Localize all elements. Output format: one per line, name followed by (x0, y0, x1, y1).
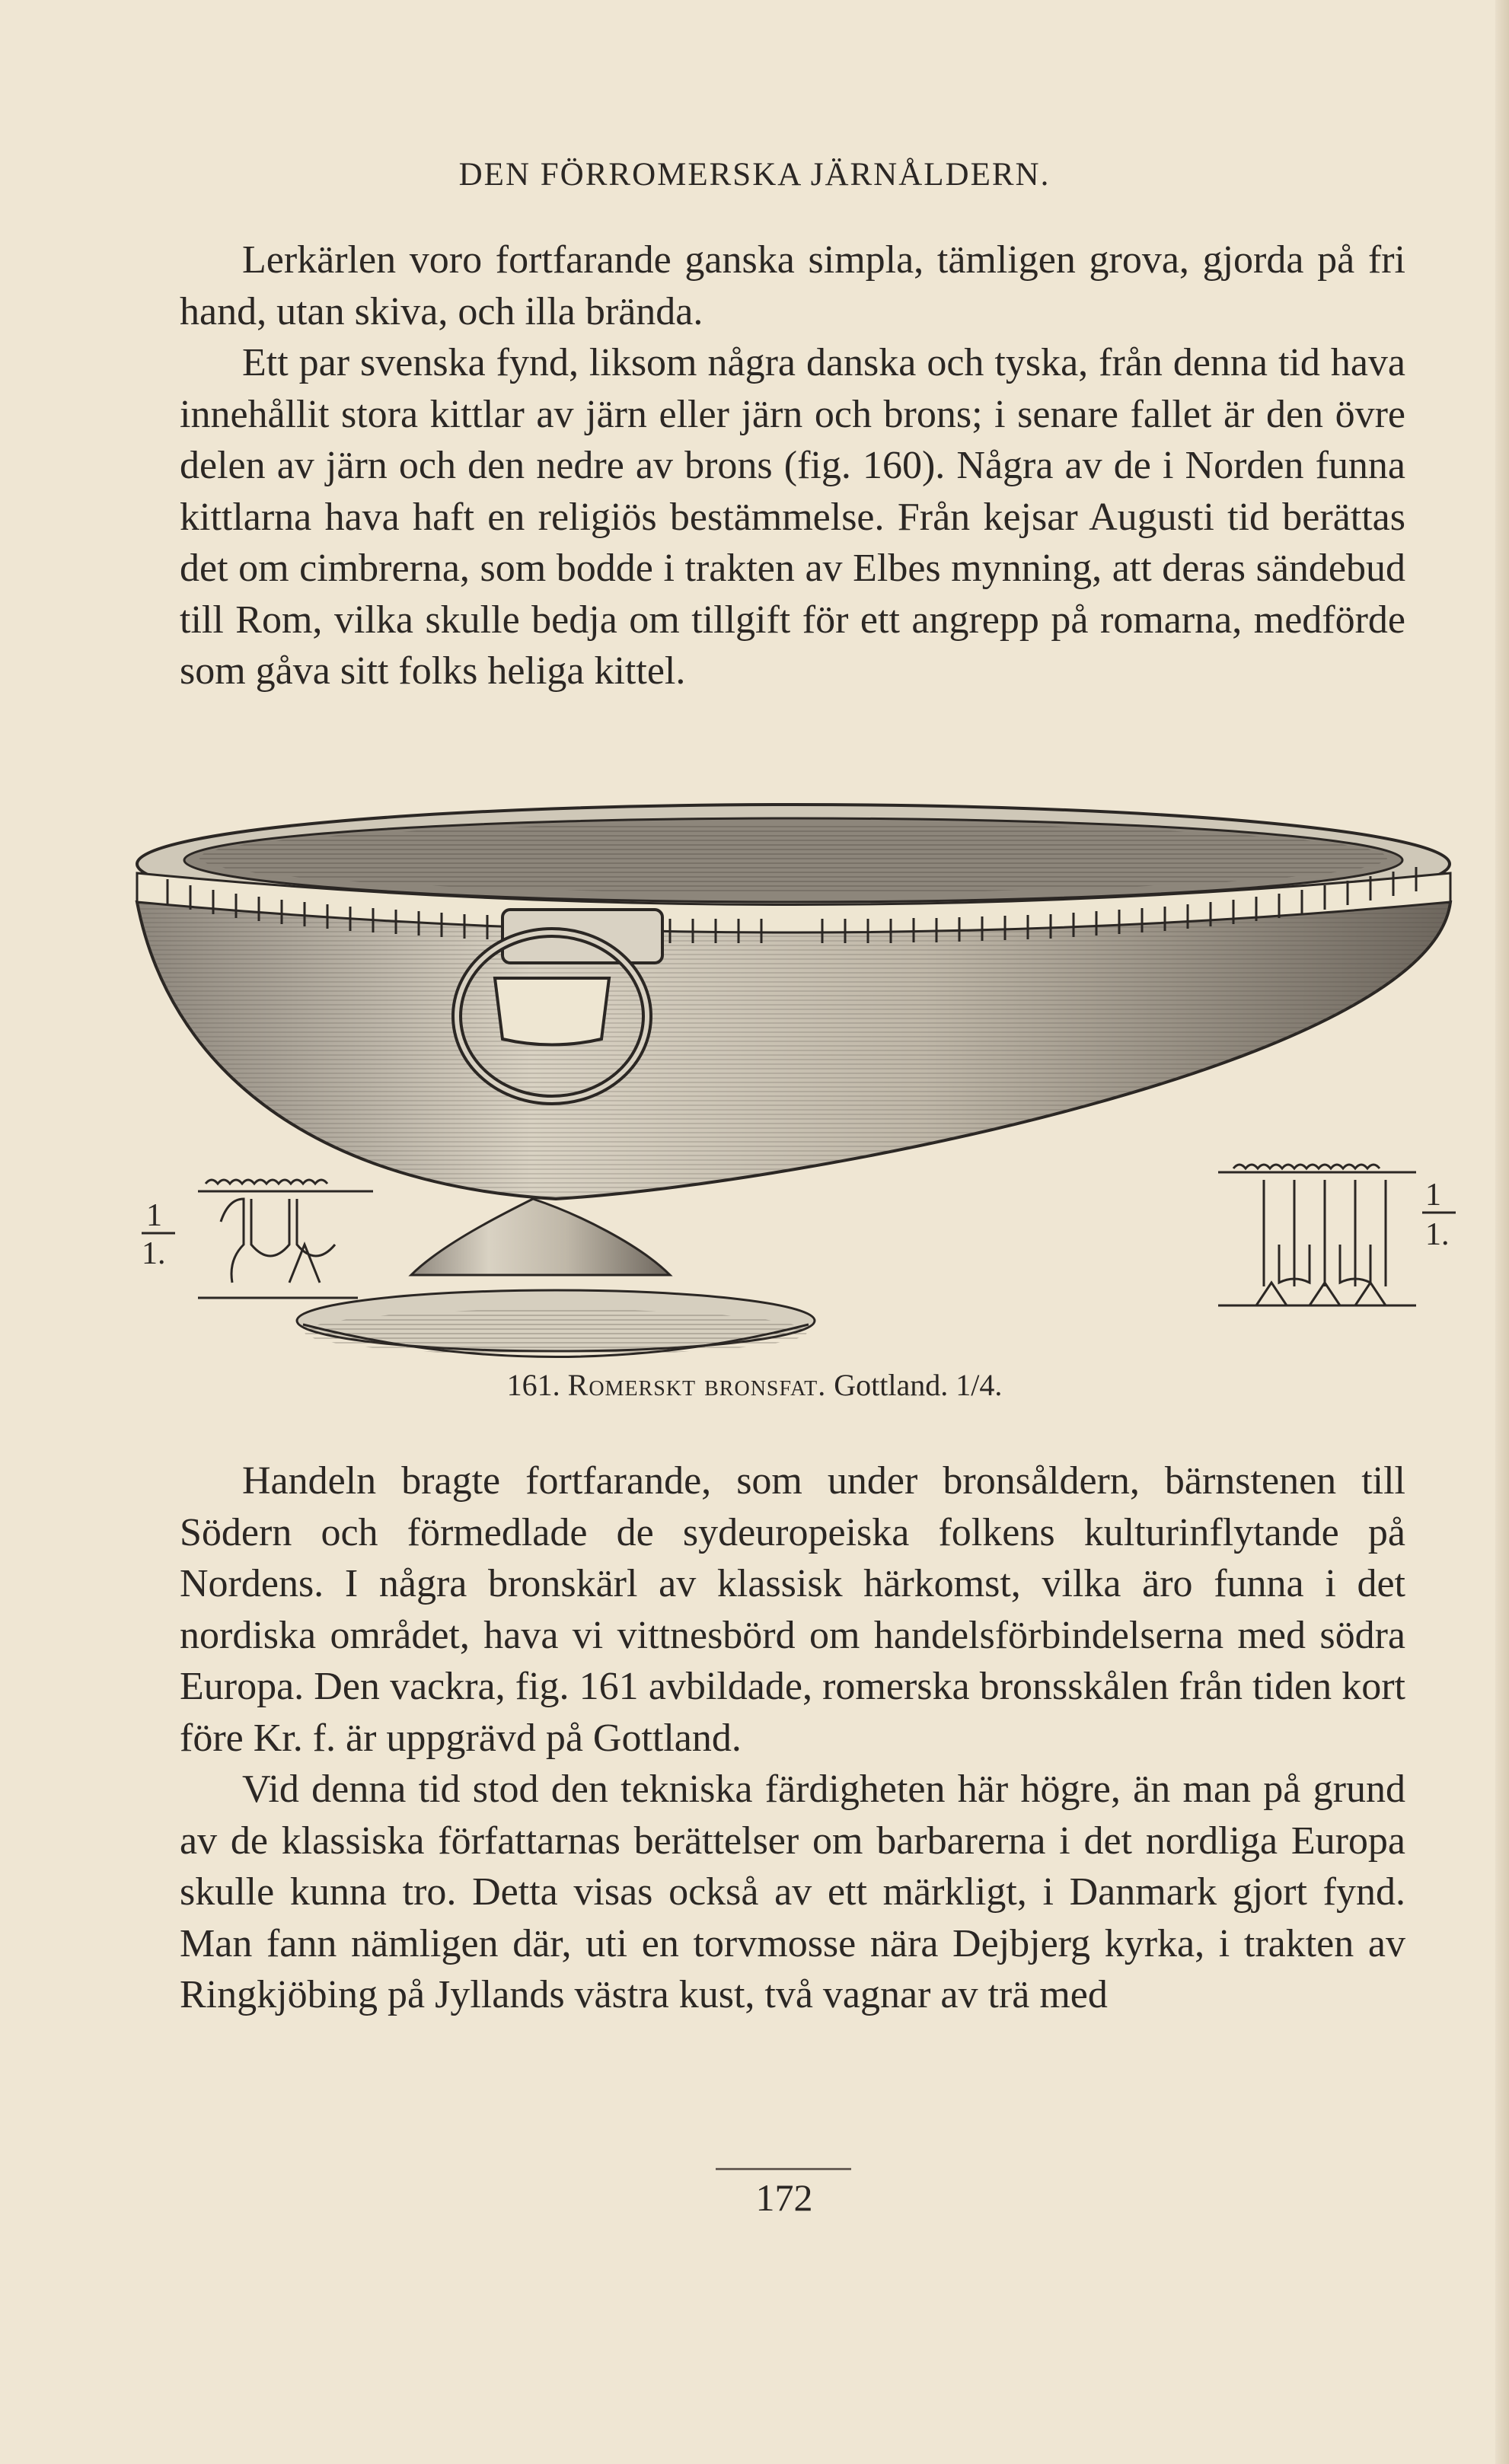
bronze-bowl-illustration (122, 788, 1462, 1366)
scale-right-denominator: 1. (1425, 1217, 1450, 1252)
bowl-foot (297, 1199, 815, 1357)
caption-title: Romerskt bronsfat. (567, 1368, 827, 1402)
scale-right-numerator: 1 (1425, 1178, 1441, 1213)
text-block-bottom (180, 1455, 1405, 2021)
footer-rule (716, 2168, 851, 2170)
rim-profile-right (1218, 1165, 1416, 1305)
paragraph: Lerkärlen voro fortfarande ganska simpla, tämligen grova, gjorda på fri hand, utan skiva, och illa brända. (180, 238, 1405, 333)
rim-profile-left (198, 1180, 373, 1298)
paragraph: Vid denna tid stod den tekniska färdigheten här högre, än man på grund av de klassiska författarnas berättelser om barbarerna i det nordliga Europa skulle kunna tro. Detta visas också av ett märkligt, i Danmark gjort fynd. Man fann nämligen där, uti en torvmosse nära Dejbjerg kyrka, i trakten av Ringkjöbing på Jyllands västra kust, två vagnar av trä med (180, 1768, 1405, 2016)
page-edge (1495, 0, 1509, 2464)
running-header: DEN FÖRROMERSKA JÄRNÅLDERN. (458, 157, 1051, 193)
paragraph: Ett par svenska fynd, liksom några danska och tyska, från denna tid hava innehållit stora kittlar av järn eller järn och brons; i senare fallet är den övre delen av järn och den nedre av brons (fig. 160). Några av de i Norden funna kittlarna hava haft en religiös bestämmelse. Från kejsar Augusti tid berättas det om cimbrerna, som bodde i trakten av Elbes mynning, att deras sändebud till Rom, vilka skulle bedja om tillgift för ett angrepp på romarna, medförde som gåva sitt folks heliga kittel. (180, 341, 1405, 693)
paragraph: Handeln bragte fortfarande, som under bronsåldern, bärnstenen till Södern och förmedlade de sydeuropeiska folkens kulturinflytande på Nordens. I några bronskärl av klassisk härkomst, vilka äro funna i det nordiska området, hava vi vittnesbörd om handelsförbindelserna med södra Europa. Den vackra, fig. 161 avbildade, romerska bronsskålen från tiden kort före Kr. f. är uppgrävd på Gottland. (180, 1459, 1405, 1760)
bowl-body (137, 805, 1450, 1199)
caption-scale: 1/4. (955, 1368, 1003, 1402)
page-number: 172 (755, 2176, 813, 2219)
scale-left-numerator: 1 (146, 1198, 162, 1233)
caption-number: 161. (506, 1368, 560, 1402)
scale-left-denominator: 1. (142, 1236, 166, 1271)
figure-caption (0, 1367, 1509, 1403)
text-block-top (180, 234, 1405, 697)
caption-place: Gottland. (834, 1368, 949, 1402)
